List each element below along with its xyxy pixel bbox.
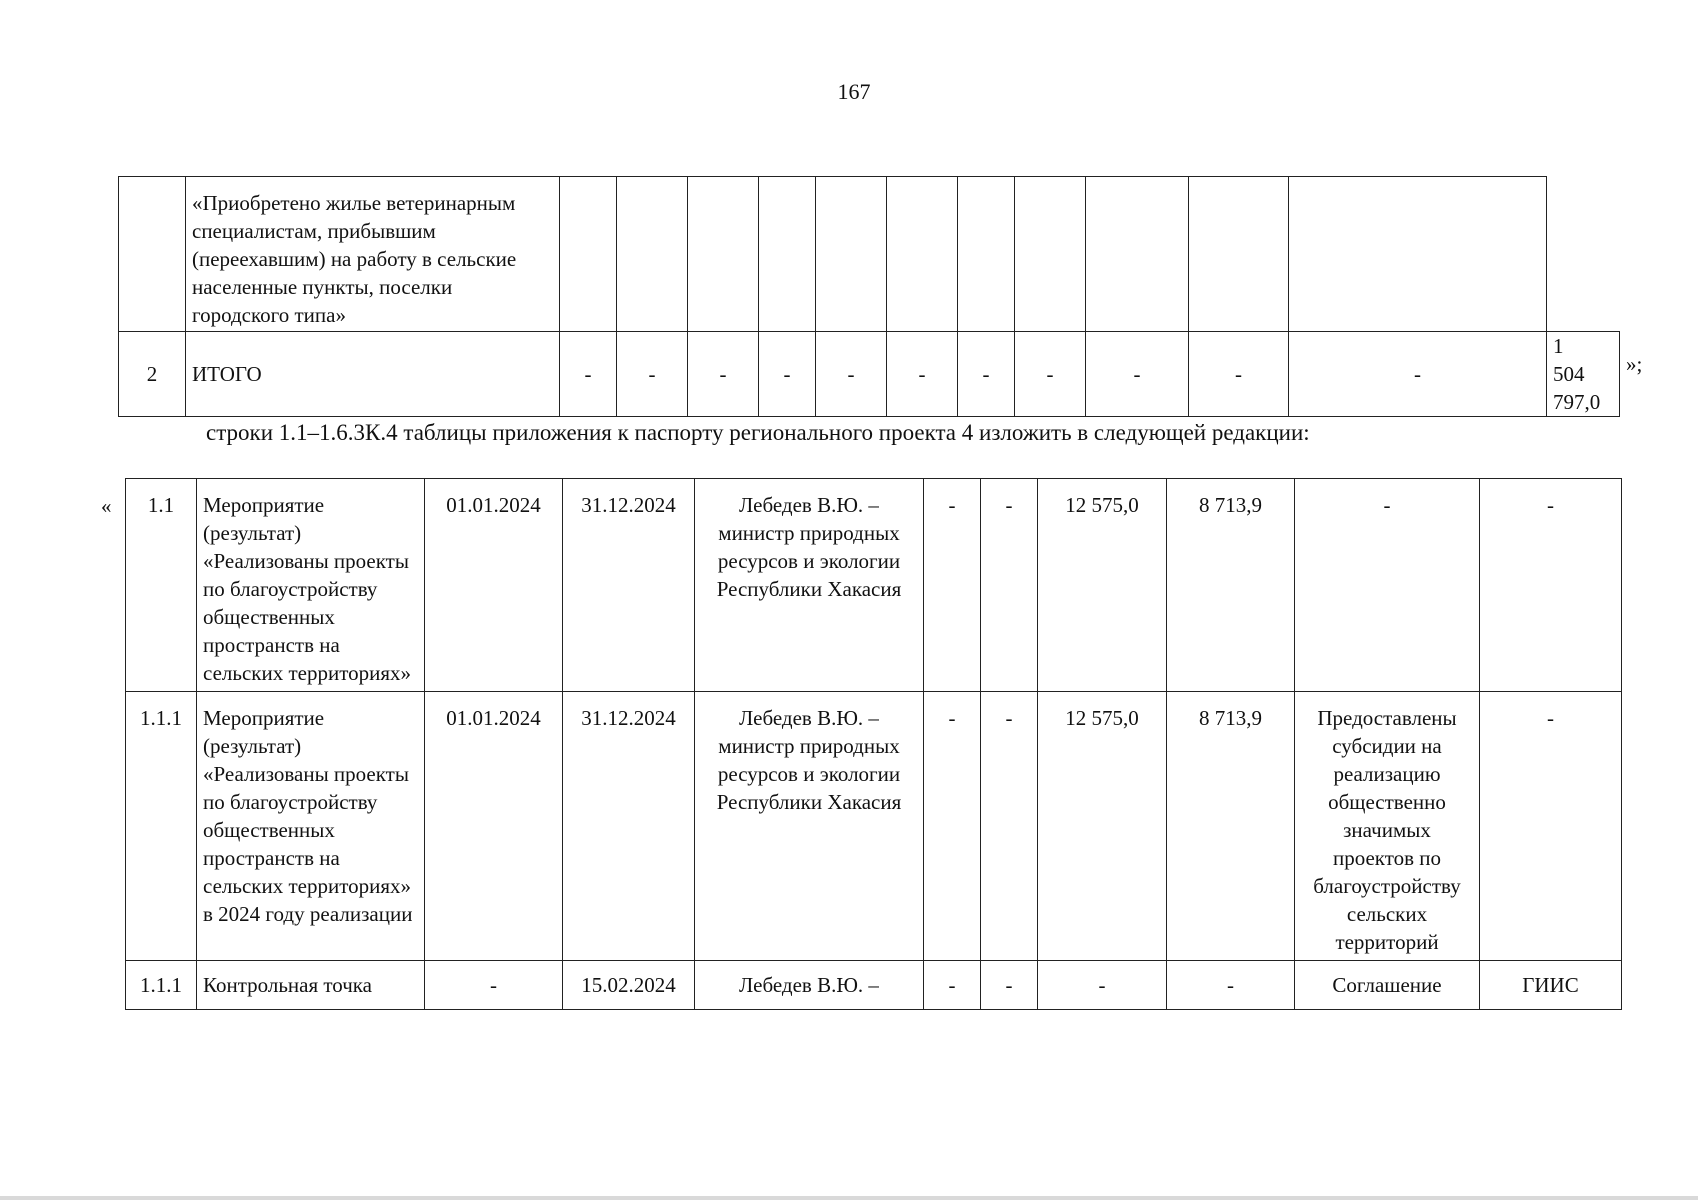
result-cell: Предоставлены субсидии на реализацию общественно значимых проектов по благоустройству сельских территорий: [1295, 692, 1480, 961]
closing-quote-mark: »;: [1626, 352, 1643, 376]
table-cell: [560, 177, 617, 332]
table-cell: -: [1289, 332, 1547, 417]
result-cell: Соглашение: [1295, 961, 1480, 1010]
table-cell: -: [816, 332, 887, 417]
system-cell: -: [1480, 692, 1622, 961]
amount-cell: 12 575,0: [1038, 479, 1167, 692]
row-number: 1.1.1: [126, 692, 197, 961]
table-cell: -: [981, 692, 1038, 961]
responsible-person: Лебедев В.Ю. –: [695, 961, 924, 1010]
table-cell: -: [887, 332, 958, 417]
table-previous-section-end: [118, 176, 1620, 417]
table-cell: -: [1086, 332, 1189, 417]
total-value: 1 504 797,0: [1547, 332, 1620, 417]
row-description: Мероприятие (результат) «Реализованы проекты по благоустройству общественных пространств на сельских территориях» в 2024 году реализации: [197, 692, 425, 961]
amount-cell: 12 575,0: [1038, 692, 1167, 961]
row-description: Контрольная точка: [197, 961, 425, 1010]
row-number: 1.1: [126, 479, 197, 692]
table-cell: -: [924, 961, 981, 1010]
opening-quote-mark: «: [101, 494, 112, 518]
table-cell: [759, 177, 816, 332]
end-date: 15.02.2024: [563, 961, 695, 1010]
table-row: [126, 961, 1622, 1010]
table-cell: -: [981, 479, 1038, 692]
table-cell: [1289, 177, 1547, 332]
responsible-person: Лебедев В.Ю. – министр природных ресурсов и экологии Республики Хакасия: [695, 692, 924, 961]
result-cell: -: [1295, 479, 1480, 692]
amount-cell: -: [1167, 961, 1295, 1010]
start-date: 01.01.2024: [425, 692, 563, 961]
row-label: ИТОГО: [186, 332, 560, 417]
table-row: [126, 692, 1622, 961]
system-cell: -: [1480, 479, 1622, 692]
row-number: 1.1.1: [126, 961, 197, 1010]
row-label: «Приобретено жилье ветеринарным специалистам, прибывшим (переехавшим) на работу в сельские населенные пункты, поселки городского типа»: [186, 177, 560, 332]
row-number: 2: [119, 332, 186, 417]
table-cell: [816, 177, 887, 332]
row-number: [119, 177, 186, 332]
table-cell: -: [981, 961, 1038, 1010]
table-cell: -: [759, 332, 816, 417]
end-date: 31.12.2024: [563, 479, 695, 692]
amount-cell: 8 713,9: [1167, 692, 1295, 961]
table-cell: [688, 177, 759, 332]
table-cell: -: [924, 692, 981, 961]
table-cell: [958, 177, 1015, 332]
table-row: [126, 479, 1622, 692]
row-description: Мероприятие (результат) «Реализованы проекты по благоустройству общественных пространств на сельских территориях»: [197, 479, 425, 692]
table-cell: [1086, 177, 1189, 332]
table-cell: -: [958, 332, 1015, 417]
table-cell: -: [1015, 332, 1086, 417]
end-date: 31.12.2024: [563, 692, 695, 961]
amount-cell: 8 713,9: [1167, 479, 1295, 692]
table-cell: [1015, 177, 1086, 332]
table-row: [119, 177, 1620, 332]
table-cell: [1189, 177, 1289, 332]
table-cell: -: [560, 332, 617, 417]
instruction-text: строки 1.1–1.6.3К.4 таблицы приложения к паспорту регионального проекта 4 изложить в следующей редакции:: [206, 420, 1310, 445]
table-cell: -: [688, 332, 759, 417]
table-cell: -: [617, 332, 688, 417]
amount-cell: -: [1038, 961, 1167, 1010]
responsible-person: Лебедев В.Ю. – министр природных ресурсов и экологии Республики Хакасия: [695, 479, 924, 692]
table-row-total: [119, 332, 1620, 417]
table-cell: -: [1189, 332, 1289, 417]
table-cell: -: [924, 479, 981, 692]
table-cell: [617, 177, 688, 332]
scan-edge: [0, 1196, 1698, 1200]
table-regional-project-4: [125, 478, 1622, 1010]
page-number: 167: [837, 79, 871, 104]
start-date: 01.01.2024: [425, 479, 563, 692]
start-date: -: [425, 961, 563, 1010]
table-cell: [887, 177, 958, 332]
system-cell: ГИИС: [1480, 961, 1622, 1010]
